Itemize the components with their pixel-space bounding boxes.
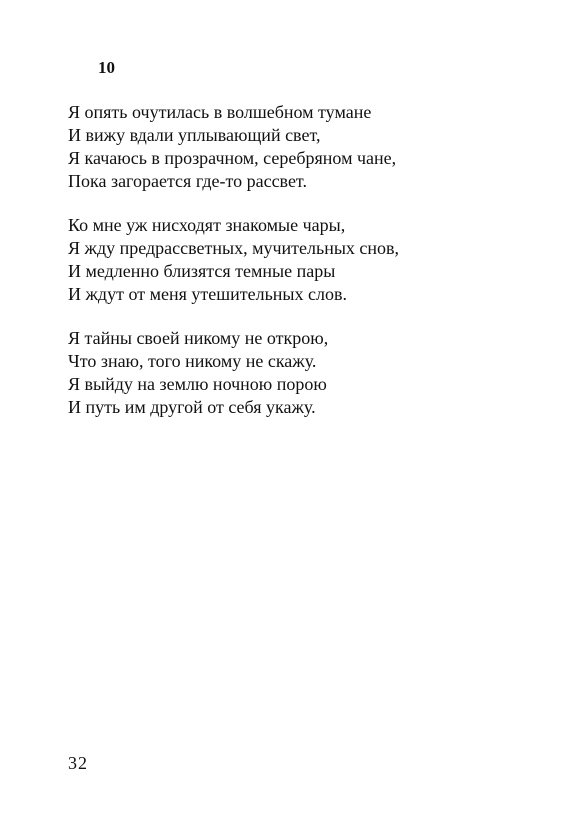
poem-line: И путь им другой от себя укажу. bbox=[68, 397, 316, 417]
poem-line: Что знаю, того никому не скажу. bbox=[68, 351, 317, 371]
poem-line: Я качаюсь в прозрачном, серебряном чане, bbox=[68, 148, 397, 168]
poem-line: И медленно близятся темные пары bbox=[68, 261, 336, 281]
poem-line: Я жду предрассветных, мучительных снов, bbox=[68, 238, 400, 258]
poem-body bbox=[68, 101, 548, 440]
poem-line: Ко мне уж нисходят знакомые чары, bbox=[68, 215, 346, 235]
stanza-2 bbox=[68, 214, 548, 306]
poem-number: 10 bbox=[98, 58, 115, 77]
poem-line: Я опять очутилась в волшебном тумане bbox=[68, 102, 372, 122]
poem-line: И ждут от меня утешительных слов. bbox=[68, 284, 347, 304]
stanza-1 bbox=[68, 101, 548, 193]
stanza-3 bbox=[68, 327, 548, 419]
poem-line: Я выйду на землю ночною порою bbox=[68, 374, 327, 394]
poem-line: Я тайны своей никому не открою, bbox=[68, 328, 329, 348]
poem-line: Пока загорается где-то рассвет. bbox=[68, 171, 307, 191]
poem-line: И вижу вдали уплывающий свет, bbox=[68, 125, 321, 145]
page-number: 32 bbox=[68, 753, 88, 773]
